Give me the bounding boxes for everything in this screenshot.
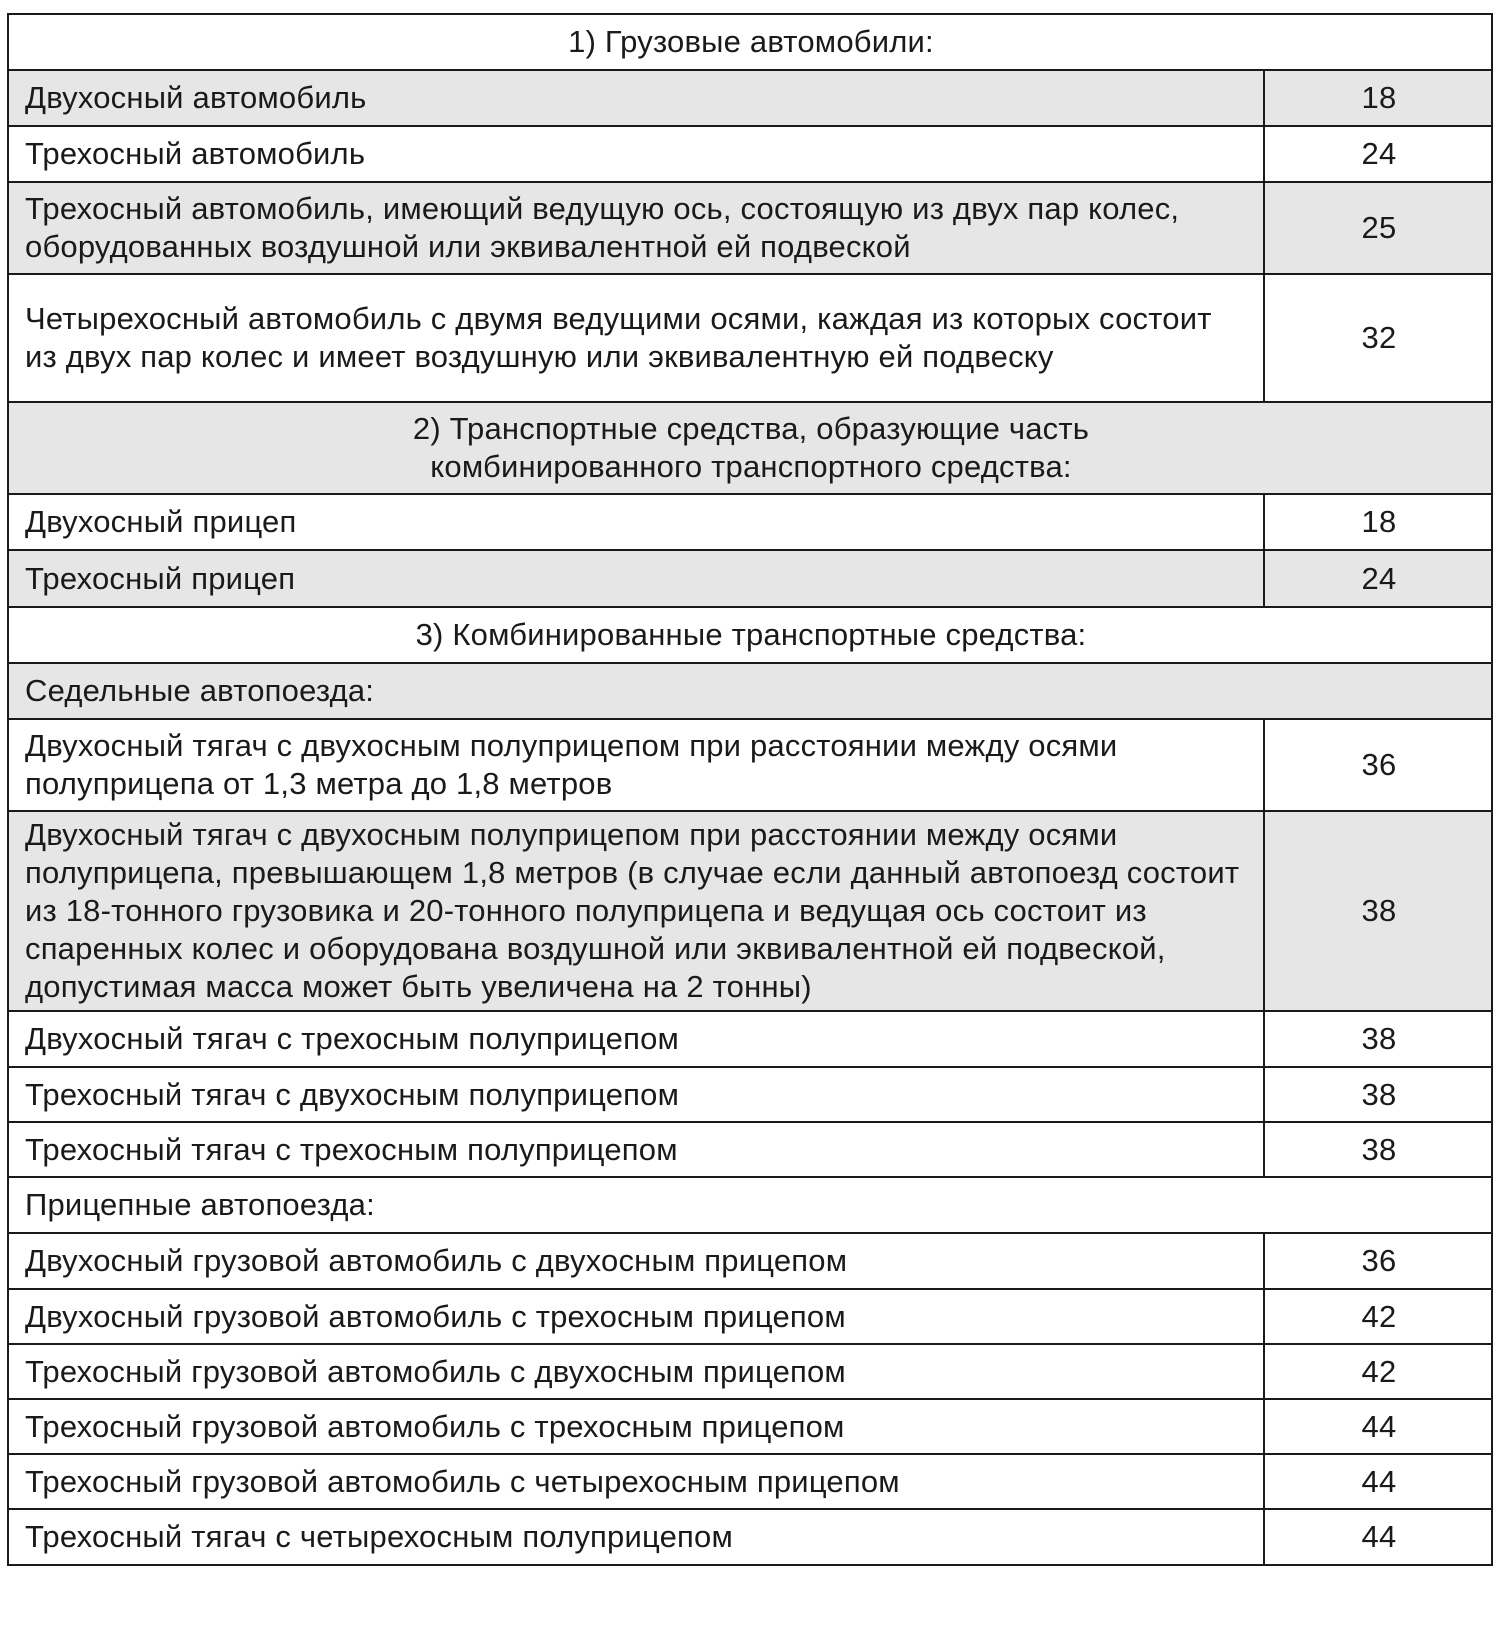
vehicle-type-label: Трехосный грузовой автомобиль с двухосным прицепом xyxy=(25,1353,846,1389)
vehicle-type-cell xyxy=(8,550,1264,607)
table-row xyxy=(8,126,1492,182)
max-mass-value: 24 xyxy=(1361,560,1397,596)
max-mass-cell xyxy=(1264,550,1492,607)
max-mass-cell xyxy=(1264,1067,1492,1122)
table-row xyxy=(8,1399,1492,1454)
max-mass-value: 44 xyxy=(1361,1408,1397,1444)
max-mass-cell xyxy=(1264,1399,1492,1454)
vehicle-type-label: Двухосный тягач с трехосным полуприцепом xyxy=(25,1021,680,1056)
table-row xyxy=(8,1122,1492,1177)
table-row xyxy=(8,1454,1492,1509)
vehicle-type-cell xyxy=(8,494,1264,550)
max-mass-value: 38 xyxy=(1361,893,1397,928)
table-row xyxy=(8,719,1492,811)
vehicle-type-cell xyxy=(8,182,1264,274)
max-mass-value: 36 xyxy=(1361,1243,1397,1278)
max-mass-cell xyxy=(1264,1122,1492,1177)
max-mass-cell xyxy=(1264,1509,1492,1565)
vehicle-type-cell xyxy=(8,1011,1264,1067)
vehicle-type-label: Двухосный прицеп xyxy=(25,504,297,539)
max-mass-value: 44 xyxy=(1361,1463,1397,1499)
subsection-header-row xyxy=(8,1177,1492,1233)
max-mass-cell xyxy=(1264,719,1492,811)
section-header-cell xyxy=(8,14,1492,70)
vehicle-type-label: Трехосный тягач с трехосным полуприцепом xyxy=(25,1131,678,1167)
subsection-header-row xyxy=(8,663,1492,719)
table-row xyxy=(8,494,1492,550)
max-mass-cell xyxy=(1264,494,1492,550)
vehicle-type-label: Трехосный автомобиль, имеющий ведущую ось, состоящую из двух пар колес, оборудованных воздушной или эквивалентной ей подвеской xyxy=(25,191,1180,264)
vehicle-type-cell xyxy=(8,126,1264,182)
max-mass-value: 38 xyxy=(1361,1131,1397,1167)
section-title: 3) Комбинированные транспортные средства: xyxy=(415,617,1087,652)
vehicle-type-cell xyxy=(8,1509,1264,1565)
max-mass-value: 42 xyxy=(1361,1353,1397,1389)
max-mass-value: 18 xyxy=(1361,504,1397,539)
vehicle-type-cell xyxy=(8,1344,1264,1399)
vehicle-type-cell xyxy=(8,70,1264,126)
max-mass-value: 24 xyxy=(1361,136,1397,171)
section-header-cell xyxy=(8,402,1492,494)
vehicle-type-label: Двухосный грузовой автомобиль с трехосным прицепом xyxy=(25,1298,846,1334)
table-row xyxy=(8,1289,1492,1344)
vehicle-type-label: Трехосный прицеп xyxy=(25,560,296,596)
vehicle-type-label: Четырехосный автомобиль с двумя ведущими осями, каждая из которых состоит из двух пар колес и имеет воздушную или эквивалентную ей подвеску xyxy=(25,301,1212,374)
table-row xyxy=(8,70,1492,126)
section-title: 1) Грузовые автомобили: xyxy=(568,24,934,59)
max-mass-value: 18 xyxy=(1361,80,1397,115)
vehicle-type-label: Трехосный грузовой автомобиль с четырехосным прицепом xyxy=(25,1463,900,1499)
table-row xyxy=(8,550,1492,607)
max-mass-cell xyxy=(1264,182,1492,274)
vehicle-type-label: Двухосный грузовой автомобиль с двухосным прицепом xyxy=(25,1243,848,1278)
max-mass-cell xyxy=(1264,1344,1492,1399)
subsection-header-cell xyxy=(8,1177,1492,1233)
max-mass-cell xyxy=(1264,126,1492,182)
table-row xyxy=(8,274,1492,402)
section-header-cell xyxy=(8,607,1492,663)
section-title: 2) Транспортные средства, образующие часть комбинированного транспортного средства: xyxy=(412,411,1090,484)
max-mass-value: 42 xyxy=(1361,1298,1397,1334)
vehicle-type-label: Трехосный автомобиль xyxy=(25,136,366,171)
vehicle-type-cell xyxy=(8,719,1264,811)
table-row xyxy=(8,1011,1492,1067)
section-header-row xyxy=(8,14,1492,70)
section-header-row xyxy=(8,607,1492,663)
subsection-header-cell xyxy=(8,663,1492,719)
max-mass-value: 36 xyxy=(1361,747,1397,782)
section-header-row xyxy=(8,402,1492,494)
vehicle-type-cell xyxy=(8,1399,1264,1454)
vehicle-type-label: Двухосный автомобиль xyxy=(25,80,367,115)
vehicle-type-cell xyxy=(8,1289,1264,1344)
max-mass-cell xyxy=(1264,1233,1492,1289)
max-mass-cell xyxy=(1264,1454,1492,1509)
table-row xyxy=(8,811,1492,1011)
vehicle-type-cell xyxy=(8,1067,1264,1122)
vehicle-type-cell xyxy=(8,1454,1264,1509)
max-mass-cell xyxy=(1264,70,1492,126)
table-row xyxy=(8,182,1492,274)
table-body xyxy=(8,14,1492,1565)
subsection-title: Прицепные автопоезда: xyxy=(25,1187,375,1222)
table-row xyxy=(8,1067,1492,1122)
table-row xyxy=(8,1233,1492,1289)
vehicle-type-label: Трехосный грузовой автомобиль с трехосным прицепом xyxy=(25,1408,845,1444)
max-mass-cell xyxy=(1264,1289,1492,1344)
subsection-title: Седельные автопоезда: xyxy=(25,673,375,708)
max-mass-cell xyxy=(1264,811,1492,1011)
vehicle-type-label: Трехосный тягач с четырехосным полуприцепом xyxy=(25,1519,733,1554)
max-mass-value: 44 xyxy=(1361,1519,1397,1554)
vehicle-type-cell xyxy=(8,1122,1264,1177)
max-mass-value: 32 xyxy=(1361,320,1397,355)
vehicle-type-label: Двухосный тягач с двухосным полуприцепом при расстоянии между осями полуприцепа от 1,3 метра до 1,8 метров xyxy=(25,728,1118,801)
vehicle-type-cell xyxy=(8,811,1264,1011)
vehicle-type-cell xyxy=(8,274,1264,402)
table-row xyxy=(8,1344,1492,1399)
max-mass-value: 38 xyxy=(1361,1021,1397,1056)
vehicle-type-label: Трехосный тягач с двухосным полуприцепом xyxy=(25,1076,680,1112)
max-mass-value: 25 xyxy=(1361,210,1397,245)
max-mass-cell xyxy=(1264,1011,1492,1067)
vehicle-type-cell xyxy=(8,1233,1264,1289)
table-row xyxy=(8,1509,1492,1565)
max-mass-cell xyxy=(1264,274,1492,402)
mass-limits-table xyxy=(7,13,1493,1566)
max-mass-value: 38 xyxy=(1361,1076,1397,1112)
vehicle-type-label: Двухосный тягач с двухосным полуприцепом при расстоянии между осями полуприцепа, превышающем 1,8 метров (в случае если данный автопоезд состоит из 18-тонного грузовика и 20-тонного полуприцепа и ведущая ось состоит из спаренных колес и оборудована воздушной или эквивалентной ей подвеской, допустимая масса может быть увеличена на 2 тонны) xyxy=(25,817,1240,1004)
